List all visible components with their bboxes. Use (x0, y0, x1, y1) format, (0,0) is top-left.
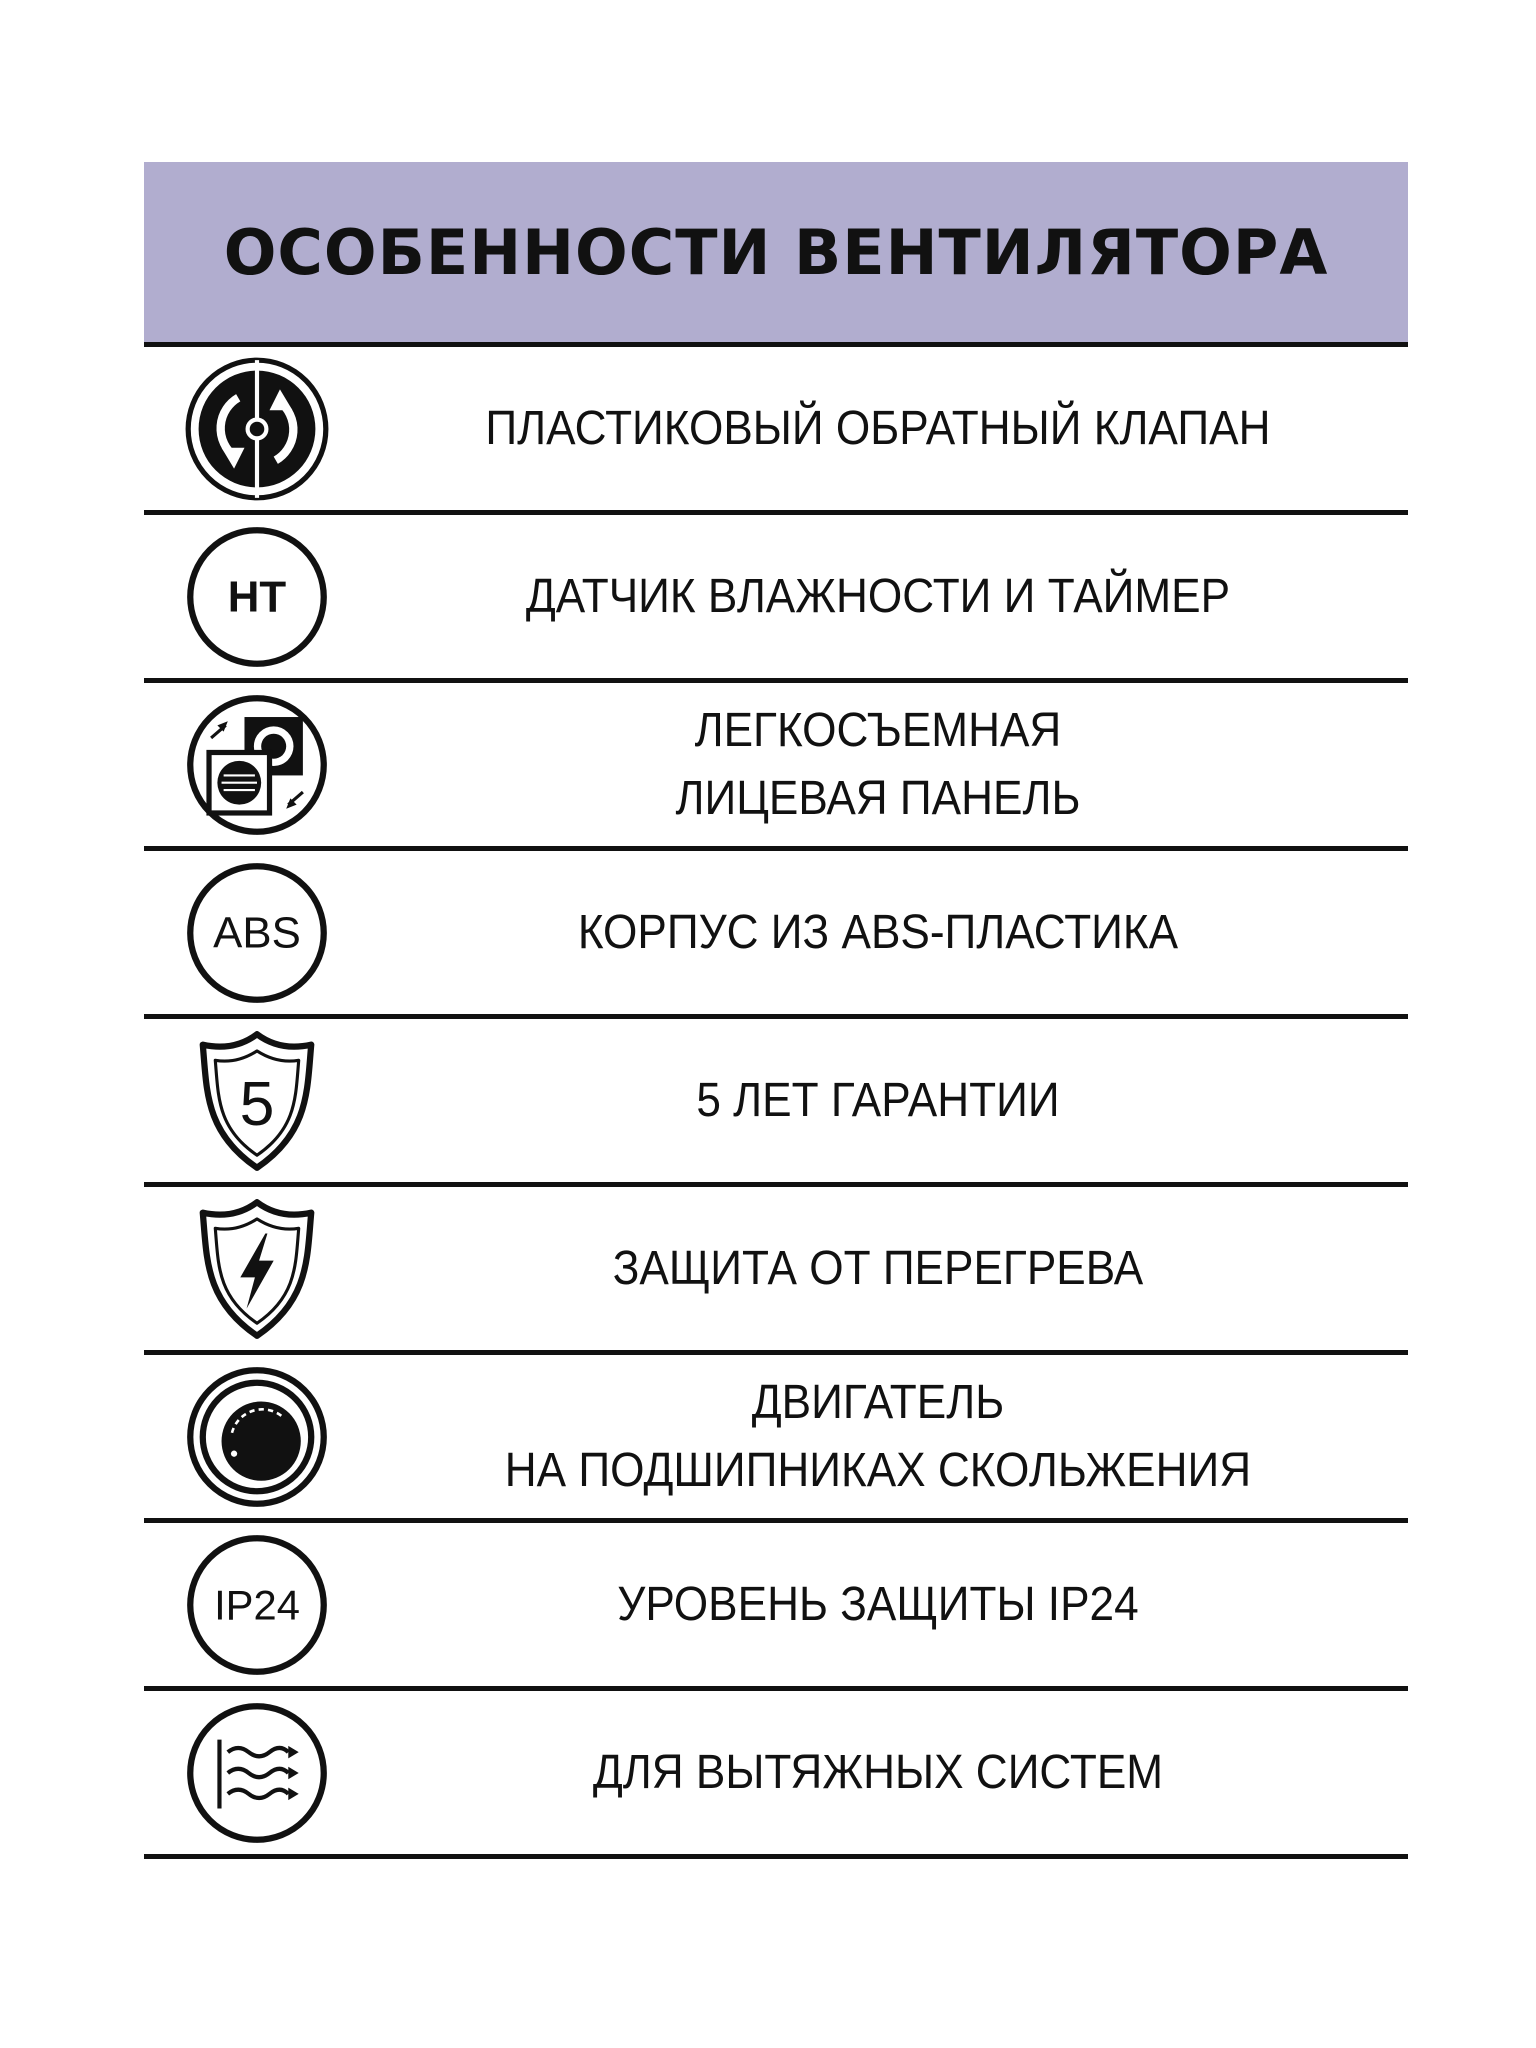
feature-text (412, 1067, 1367, 1135)
feature-text (412, 1571, 1367, 1639)
feature-text (412, 1739, 1367, 1807)
feature-row-exhaust-systems (144, 1691, 1408, 1859)
feature-text-line: ЗАЩИТА ОТ ПЕРЕГРЕВА (612, 1241, 1144, 1295)
icon-label: ABS (213, 908, 301, 958)
feature-list (144, 347, 1408, 1859)
feature-row-removable-panel (144, 683, 1408, 851)
feature-text-line: ДАТЧИК ВЛАЖНОСТИ И ТАЙМЕР (525, 569, 1231, 623)
feature-row-ip-rating (144, 1523, 1408, 1691)
feature-text (412, 1369, 1367, 1505)
feature-text-line: ПЛАСТИКОВЫЙ ОБРАТНЫЙ КЛАПАН (485, 401, 1271, 455)
features-sheet (144, 162, 1408, 1859)
icon-label: HT (227, 572, 287, 622)
feature-text-line: НА ПОДШИПНИКАХ СКОЛЬЖЕНИЯ (504, 1443, 1252, 1497)
page-title: ОСОБЕННОСТИ ВЕНТИЛЯТОРА (223, 215, 1329, 289)
ip-rating-icon (144, 1523, 370, 1686)
feature-text-line: ДВИГАТЕЛЬ (751, 1375, 1005, 1429)
sleeve-bearing-motor-icon (144, 1355, 370, 1518)
feature-row-check-valve (144, 347, 1408, 515)
feature-text-line: ДЛЯ ВЫТЯЖНЫХ СИСТЕМ (592, 1745, 1164, 1799)
feature-text-line: ЛИЦЕВАЯ ПАНЕЛЬ (675, 771, 1081, 825)
icon-label: 5 (239, 1068, 275, 1139)
header-banner (144, 162, 1408, 347)
feature-text (412, 563, 1367, 631)
feature-row-warranty (144, 1019, 1408, 1187)
feature-row-abs-plastic (144, 851, 1408, 1019)
check-valve-icon (144, 347, 370, 510)
humidity-timer-icon (144, 515, 370, 678)
removable-panel-icon (144, 683, 370, 846)
feature-text (412, 1235, 1367, 1303)
feature-text-line: 5 ЛЕТ ГАРАНТИИ (696, 1073, 1060, 1127)
feature-text-line: УРОВЕНЬ ЗАЩИТЫ IP24 (617, 1577, 1139, 1631)
feature-text-line: КОРПУС ИЗ ABS-ПЛАСТИКА (577, 905, 1179, 959)
feature-text-line: ЛЕГКОСЪЕМНАЯ (694, 703, 1062, 757)
overheat-protection-icon (144, 1187, 370, 1350)
exhaust-systems-icon (144, 1691, 370, 1854)
warranty-shield-icon (144, 1019, 370, 1182)
abs-plastic-icon (144, 851, 370, 1014)
icon-label: IP24 (214, 1581, 300, 1629)
feature-row-sleeve-bearing-motor (144, 1355, 1408, 1523)
feature-text (412, 395, 1367, 463)
feature-text (412, 899, 1367, 967)
feature-text (412, 697, 1367, 833)
feature-row-overheat-protection (144, 1187, 1408, 1355)
feature-row-humidity-timer (144, 515, 1408, 683)
